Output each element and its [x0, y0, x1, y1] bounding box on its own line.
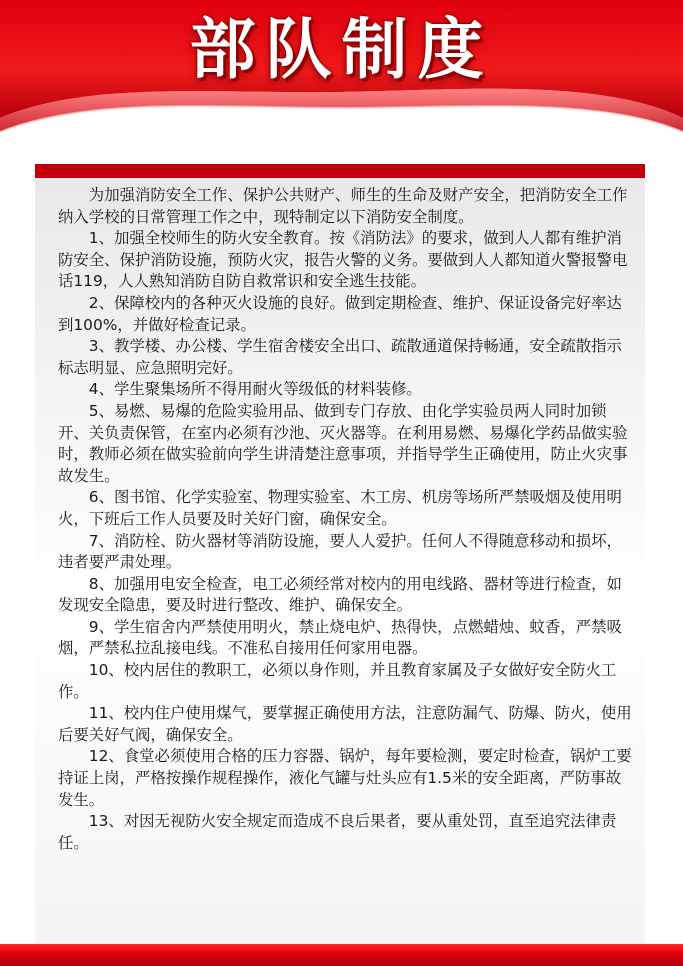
rule-paragraph-8: 8、加强用电安全检查，电工必须经常对校内的用电线路、器材等进行检查，如发现安全隐患，要及时进行整改、维护、确保安全。 [58, 574, 622, 615]
content-body [58, 185, 636, 854]
rule-paragraph-10: 10、校内居住的教职工，必须以身作则，并且教育家属及子女做好安全防火工作。 [58, 661, 617, 701]
footer-bar [0, 944, 683, 966]
header-banner [0, 0, 683, 160]
rule-paragraph-3: 3、教学楼、办公楼、学生宿舍楼安全出口、疏散通道保持畅通，安全疏散指示标志明显、应急照明完好。 [58, 337, 622, 377]
rule-paragraph-4: 4、学生聚集场所不得用耐火等级低的材料装修。 [88, 380, 422, 399]
rule-paragraph-13: 13、对因无视防火安全规定而造成不良后果者，要从重处罚，直至追究法律责任。 [58, 812, 617, 852]
rule-paragraph-5: 5、易燃、易爆的危险实验用品、做到专门存放、由化学实验员两人同时加锁开、关负责保管，在室内必须有沙池、灭火器等。在利用易燃、易爆化学药品做实验时，教师必须在做实验前向学生讲清楚注意事项，并指导学生正确使用，防止火灾事故发生。 [58, 401, 628, 485]
intro-paragraph: 为加强消防安全工作、保护公共财产、师生的生命及财产安全，把消防安全工作纳入学校的日常管理工作之中，现特制定以下消防安全制度。 [58, 186, 628, 226]
rule-paragraph-1: 1、加强全校师生的防火安全教育。按《消防法》的要求，做到人人都有维护消防安全、保护消防设施，预防火灾，报告火警的义务。要做到人人都知道火警报警电话119，人人熟知消防自防自救常识和安全逃生技能。 [58, 229, 628, 291]
rule-paragraph-7: 7、消防栓、防火器材等消防设施，要人人爱护。任何人不得随意移动和损坏，违者要严肃处理。 [58, 531, 622, 572]
rule-paragraph-9: 9、学生宿舍内严禁使用明火，禁止烧电炉、热得快，点燃蜡烛、蚊香，严禁吸烟，严禁私拉乱接电线。不准私自接用任何家用电器。 [58, 617, 622, 658]
page-title: 部队制度 [189, 11, 494, 88]
rule-paragraph-2: 2、保障校内的各种灭火设施的良好。做到定期检查、维护、保证设备完好率达到100%，并做好检查记录。 [58, 293, 622, 334]
panel-top-bar [35, 164, 645, 178]
rule-paragraph-12: 12、食堂必须使用合格的压力容器、锅炉，每年要检测，要定时检查，锅炉工要持证上岗，严格按操作规程操作，液化气罐与灶头应有1.5米的安全距离，严防事故发生。 [58, 747, 632, 809]
rule-paragraph-6: 6、图书馆、化学实验室、物理实验室、木工房、机房等场所严禁吸烟及使用明火，下班后工作人员要及时关好门窗，确保安全。 [58, 488, 622, 528]
rule-paragraph-11: 11、校内住户使用煤气，要掌握正确使用方法，注意防漏气、防爆、防火，使用后要关好气阀，确保安全。 [58, 704, 632, 744]
